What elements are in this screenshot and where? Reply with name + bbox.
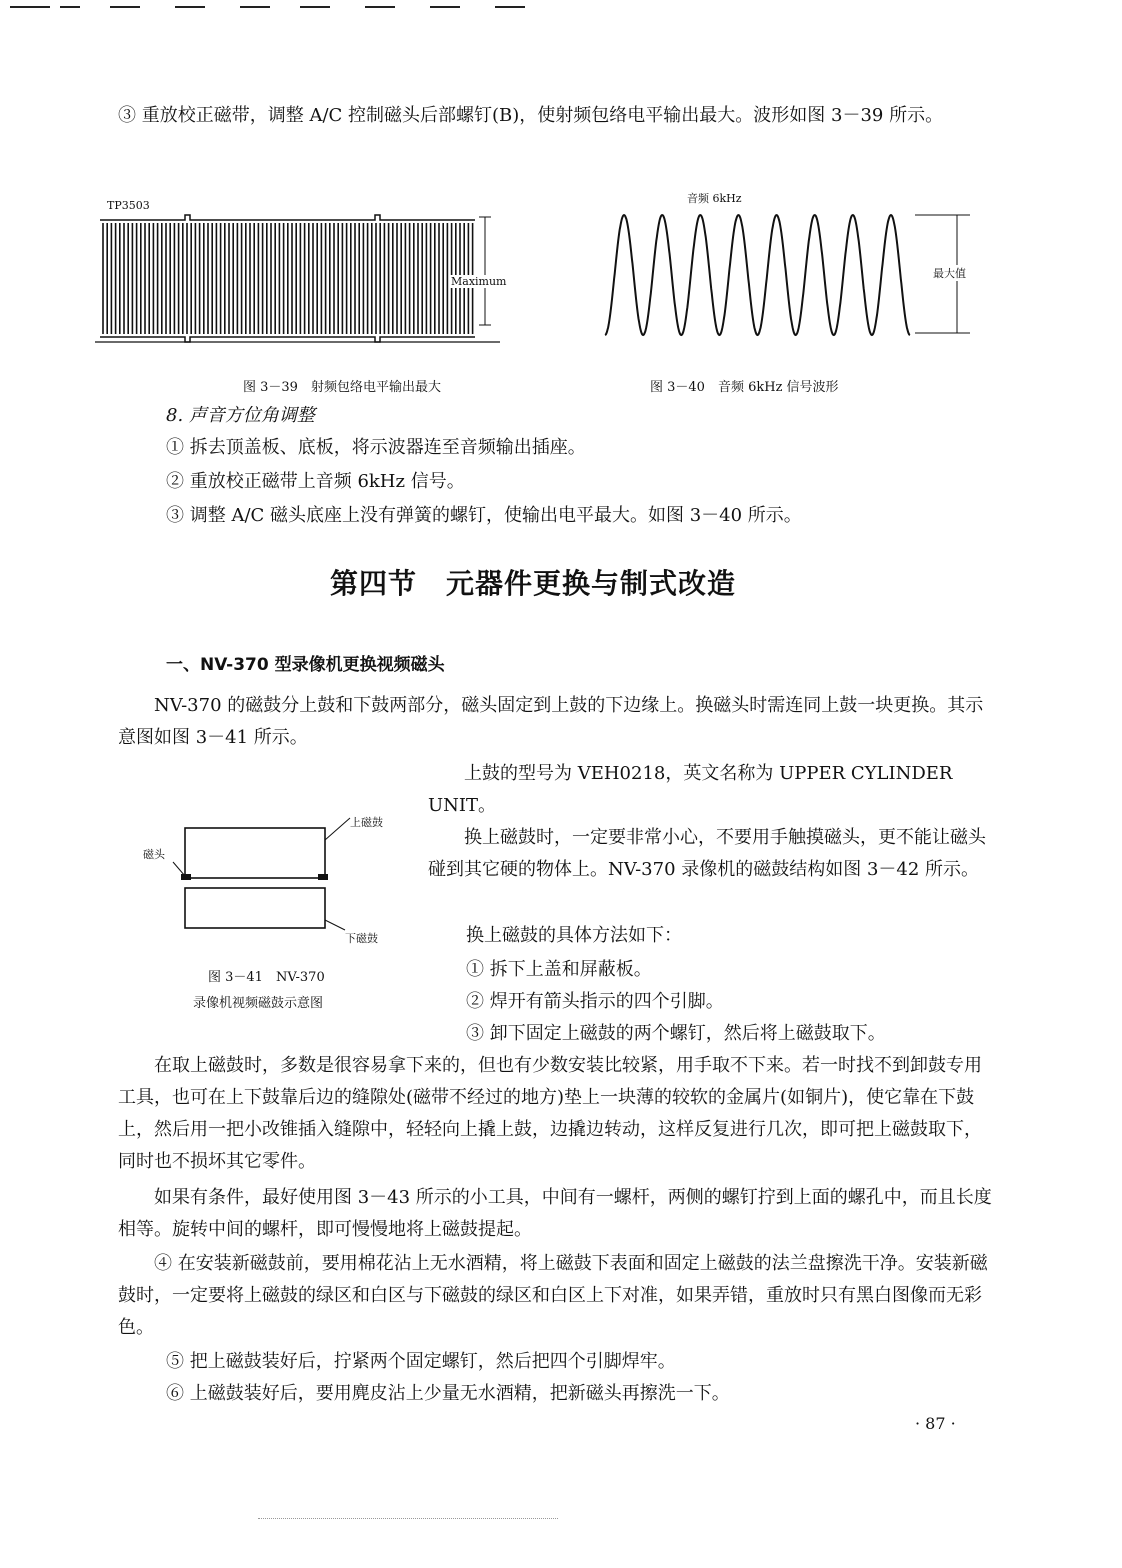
subsection-1-step-4: ④ 在安装新磁鼓前，要用棉花沾上无水酒精，将上磁鼓下表面和固定上磁鼓的法兰盘擦洗干净。安装新磁鼓时，一定要将上磁鼓的绿区和白区与下磁鼓的绿区和白区上下对准，如果弄错，重放时只有黑白图像而无彩色。 — [118, 1253, 988, 1338]
head-label: 磁头 — [143, 848, 165, 861]
upper-drum-label: 上磁鼓 — [350, 816, 383, 829]
subsection-1-para-6: 如果有条件，最好使用图 3－43 所示的小工具，中间有一螺杆，两侧的螺钉拧到上面的螺孔中，而且长度相等。旋转中间的螺杆，即可慢慢地将上磁鼓提起。 — [118, 1187, 992, 1240]
max-value-label: 最大值 — [933, 267, 966, 280]
subsection-1-step-3: ③ 卸下固定上磁鼓的两个螺钉，然后将上磁鼓取下。 — [466, 1023, 886, 1044]
maximum-label: Maximum — [451, 275, 507, 288]
subsection-1-step-2: ② 焊开有箭头指示的四个引脚。 — [466, 991, 724, 1012]
section-8-step-2: ② 重放校正磁带上音频 6kHz 信号。 — [166, 471, 465, 492]
section-8-step-3: ③ 调整 A/C 磁头底座上没有弹簧的螺钉，使输出电平最大。如图 3－40 所示。 — [166, 505, 802, 526]
subsection-1-para-3: 换上磁鼓时，一定要非常小心，不要用手触摸磁头，更不能让磁头碰到其它硬的物体上。NV-370 录像机的磁鼓结构如图 3－42 所示。 — [428, 827, 986, 880]
subsection-1-step-5: ⑤ 把上磁鼓装好后，拧紧两个固定螺钉，然后把四个引脚焊牢。 — [166, 1351, 676, 1372]
audio-freq-label: 音频 6kHz — [687, 192, 742, 205]
figure-3-39 — [95, 195, 535, 355]
subsection-1-para-1: NV-370 的磁鼓分上鼓和下鼓两部分，磁头固定到上鼓的下边缘上。换磁头时需连同上鼓一块更换。其示意图如图 3－41 所示。 — [118, 695, 984, 748]
section-8-step-1: ① 拆去顶盖板、底板，将示波器连至音频输出插座。 — [166, 437, 586, 458]
figure-3-41 — [135, 800, 405, 1030]
figure-3-41-caption-line-1: 图 3－41 NV-370 — [208, 970, 325, 985]
figure-3-40-caption: 图 3－40 音频 6kHz 信号波形 — [650, 380, 839, 395]
subsection-1-para-5: 在取上磁鼓时，多数是很容易拿下来的，但也有少数安装比较紧，用手取不下来。若一时找不到卸鼓专用工具，也可在上下鼓靠后边的缝隙处(磁带不经过的地方)垫上一块薄的较软的金属片(如铜片)，使它靠在下鼓上，然后用一把小改锥插入缝隙中，轻轻向上撬上鼓，边撬边转动，这样反复进行几次，即可把上磁鼓取下，同时也不损坏其它零件。 — [118, 1055, 982, 1172]
chapter-title: 第四节 元器件更换与制式改造 — [330, 567, 737, 600]
tp-label: TP3503 — [107, 199, 150, 212]
subsection-1-step-6: ⑥ 上磁鼓装好后，要用麂皮沾上少量无水酒精，把新磁头再擦洗一下。 — [166, 1383, 730, 1404]
lower-drum-label: 下磁鼓 — [345, 932, 378, 945]
audio-sine-waveform — [595, 185, 985, 350]
paragraph-rf-adjust: ③ 重放校正磁带，调整 A/C 控制磁头后部螺钉(B)，使射频包络电平输出最大。波形如图 3－39 所示。 — [118, 105, 944, 126]
figure-3-41-caption-line-2: 录像机视频磁鼓示意图 — [193, 996, 324, 1011]
subsection-1-step-1: ① 拆下上盖和屏蔽板。 — [466, 959, 652, 980]
scan-bottom-marks — [258, 1518, 558, 1522]
subsection-1-heading: 一、NV-370 型录像机更换视频磁头 — [166, 655, 445, 675]
section-8-heading: 8. 声音方位角调整 — [166, 405, 315, 426]
figure-3-40 — [595, 185, 985, 350]
figure-3-39-caption: 图 3－39 射频包络电平输出最大 — [243, 380, 441, 395]
page-number: · 87 · — [915, 1414, 956, 1433]
subsection-1-para-2: 上鼓的型号为 VEH0218，英文名称为 UPPER CYLINDER UNIT。 — [428, 763, 953, 816]
subsection-1-para-4: 换上磁鼓的具体方法如下： — [466, 925, 682, 946]
